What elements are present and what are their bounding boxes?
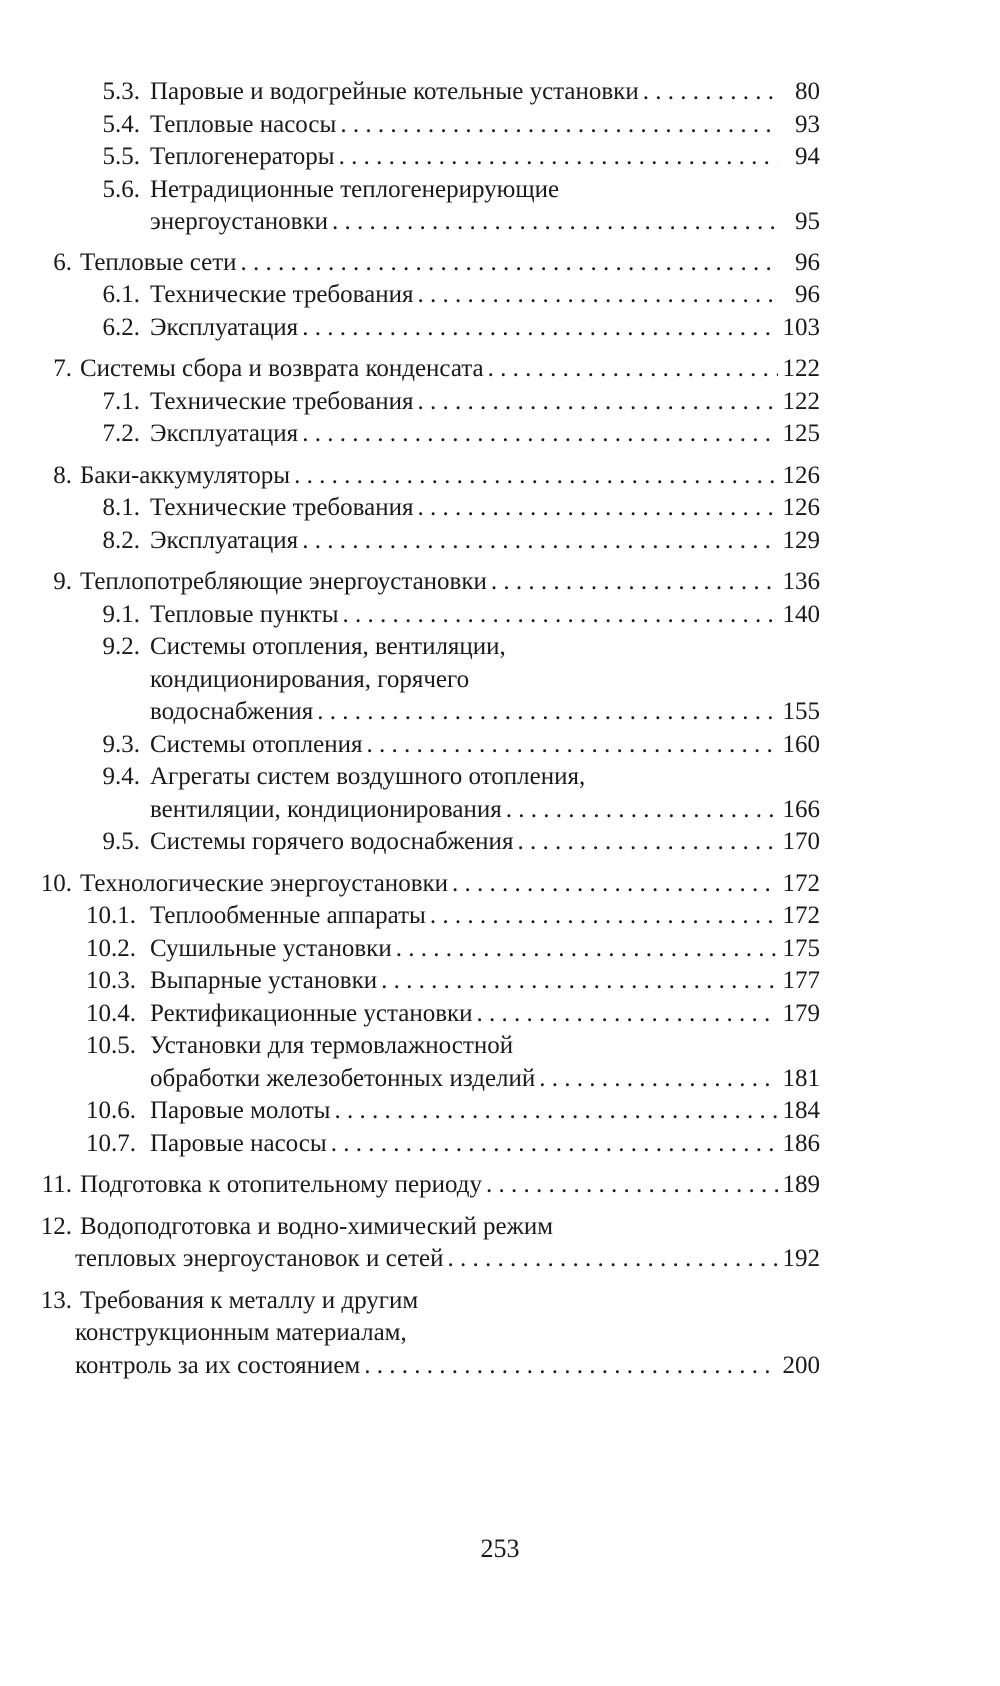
toc-number: 13. bbox=[40, 1286, 72, 1314]
toc-page-number: 172 bbox=[782, 869, 820, 897]
toc-page-number: 93 bbox=[795, 110, 820, 138]
toc-title: Технологические энергоустановки bbox=[80, 869, 449, 897]
toc-page-number: 172 bbox=[782, 902, 820, 929]
dot-leader bbox=[332, 206, 778, 239]
toc-number: 8. bbox=[53, 461, 72, 489]
toc-page-number: 103 bbox=[782, 313, 820, 341]
dot-leader bbox=[302, 525, 778, 558]
toc-line bbox=[0, 1128, 820, 1161]
toc-line bbox=[0, 418, 820, 451]
toc-line bbox=[0, 599, 820, 632]
toc-page-number: 192 bbox=[782, 1245, 820, 1272]
toc-number: 8.1. bbox=[102, 494, 140, 521]
toc-subsection bbox=[0, 76, 1000, 109]
toc-title: Баки-аккумуляторы bbox=[80, 461, 291, 489]
toc-title: Подготовка к отопительному периоду bbox=[80, 1171, 483, 1198]
toc-title: Эксплуатация bbox=[150, 313, 299, 341]
toc-subsection bbox=[0, 761, 1000, 826]
toc-line bbox=[0, 664, 820, 697]
toc-line bbox=[0, 868, 820, 901]
dot-leader bbox=[317, 696, 778, 729]
toc-title: Теплопотребляющие энергоустановки bbox=[80, 568, 487, 595]
dot-leader bbox=[367, 729, 778, 762]
toc-number: 7.1. bbox=[102, 387, 140, 415]
toc-line bbox=[0, 141, 820, 174]
toc-number: 12. bbox=[40, 1212, 72, 1240]
toc-line bbox=[0, 826, 820, 859]
toc-page-number: 80 bbox=[795, 78, 820, 105]
toc-line bbox=[0, 492, 820, 525]
toc-line bbox=[0, 76, 820, 109]
toc-line bbox=[0, 794, 820, 827]
toc-page-number: 179 bbox=[782, 999, 820, 1027]
dot-leader bbox=[452, 868, 778, 901]
toc-title: Эксплуатация bbox=[150, 420, 299, 447]
toc-subsection bbox=[0, 965, 1000, 998]
toc-page-number: 126 bbox=[782, 461, 820, 489]
toc-subsection bbox=[0, 933, 1000, 966]
toc-line bbox=[0, 279, 820, 312]
toc-subsection bbox=[0, 729, 1000, 762]
toc-title: Эксплуатация bbox=[150, 526, 299, 554]
toc-subsection bbox=[0, 599, 1000, 632]
toc-line bbox=[0, 247, 820, 280]
toc-title: Теплообменные аппараты bbox=[150, 902, 426, 929]
dot-leader bbox=[643, 76, 778, 109]
toc-number: 10.1. bbox=[86, 902, 136, 929]
toc-line bbox=[0, 1030, 820, 1063]
toc-page-number: 94 bbox=[795, 143, 820, 170]
toc-section bbox=[0, 1285, 1000, 1383]
page-number: 253 bbox=[480, 1534, 520, 1563]
toc-number: 10.4. bbox=[86, 999, 136, 1027]
toc-title: Тепловые пункты bbox=[150, 600, 339, 628]
toc-title: Технические требования bbox=[150, 494, 414, 521]
toc-page-number: 189 bbox=[782, 1171, 820, 1198]
toc-title: конструкционным материалам, bbox=[75, 1319, 407, 1346]
toc-line bbox=[0, 900, 820, 933]
toc-line bbox=[0, 1063, 820, 1096]
toc-page-number: 155 bbox=[782, 698, 820, 725]
toc-title: контроль за их состоянием bbox=[75, 1351, 361, 1379]
dot-leader bbox=[539, 1063, 778, 1096]
toc-line bbox=[0, 631, 820, 664]
toc-number: 9.1. bbox=[102, 600, 140, 628]
toc-line bbox=[0, 386, 820, 419]
toc-number: 10.3. bbox=[86, 967, 136, 994]
toc-number: 10.5. bbox=[86, 1032, 136, 1059]
toc-page-number: 177 bbox=[782, 967, 820, 994]
toc-line bbox=[0, 998, 820, 1031]
toc-number: 11. bbox=[41, 1171, 72, 1198]
toc-page-number: 140 bbox=[782, 600, 820, 628]
toc-subsection bbox=[0, 386, 1000, 419]
dot-leader bbox=[417, 386, 778, 419]
toc-line bbox=[0, 729, 820, 762]
toc-page-number: 122 bbox=[782, 355, 820, 382]
toc-title: Теплогенераторы bbox=[150, 143, 335, 170]
dot-leader bbox=[430, 900, 778, 933]
dot-leader bbox=[488, 353, 778, 386]
toc-title: энергоустановки bbox=[150, 208, 329, 235]
toc-number: 9.2. bbox=[102, 633, 140, 660]
toc-section bbox=[0, 566, 1000, 599]
dot-leader bbox=[396, 933, 778, 966]
dot-leader bbox=[334, 1095, 778, 1128]
toc-number: 5.3. bbox=[102, 78, 140, 105]
toc-title: Требования к металлу и другим bbox=[80, 1286, 419, 1314]
toc-page-number: 122 bbox=[782, 387, 820, 415]
toc-number: 5.5. bbox=[102, 143, 140, 170]
toc-number: 9. bbox=[53, 568, 72, 595]
toc-page-number: 96 bbox=[795, 281, 820, 308]
toc-line bbox=[0, 312, 820, 345]
toc-title: Паровые насосы bbox=[150, 1129, 327, 1157]
toc-number: 8.2. bbox=[102, 526, 140, 554]
toc-title: Выпарные установки bbox=[150, 967, 378, 994]
toc-number: 6.2. bbox=[102, 313, 140, 341]
toc-title: Паровые и водогрейные котельные установки bbox=[150, 78, 639, 105]
toc-number: 10.2. bbox=[86, 934, 136, 962]
toc-title: Установки для термовлажностной bbox=[150, 1032, 514, 1059]
toc-title: обработки железобетонных изделий bbox=[150, 1064, 536, 1092]
toc-number: 6. bbox=[53, 248, 72, 276]
toc-section bbox=[0, 1211, 1000, 1276]
dot-leader bbox=[486, 1169, 778, 1202]
toc-page-number: 160 bbox=[782, 730, 820, 758]
toc-line bbox=[0, 174, 820, 207]
toc-title: Водоподготовка и водно-химический режим bbox=[80, 1212, 554, 1240]
toc-subsection bbox=[0, 900, 1000, 933]
toc-section bbox=[0, 868, 1000, 901]
toc-line bbox=[0, 1317, 820, 1350]
toc-subsection bbox=[0, 141, 1000, 174]
toc-line bbox=[0, 696, 820, 729]
toc-title: Тепловые сети bbox=[80, 248, 237, 276]
toc-title: Нетрадиционные теплогенерирующие bbox=[150, 175, 560, 203]
toc-page-number: 126 bbox=[782, 494, 820, 521]
toc-number: 7. bbox=[53, 355, 72, 382]
toc-subsection bbox=[0, 279, 1000, 312]
toc-subsection bbox=[0, 1128, 1000, 1161]
toc-subsection bbox=[0, 312, 1000, 345]
toc-line bbox=[0, 1243, 820, 1276]
dot-leader bbox=[302, 418, 778, 451]
toc-section bbox=[0, 353, 1000, 386]
toc-page-number: 136 bbox=[782, 568, 820, 595]
toc-page-number: 166 bbox=[782, 795, 820, 823]
toc-line bbox=[0, 1095, 820, 1128]
toc-number: 6.1. bbox=[102, 281, 140, 308]
toc-number: 10.7. bbox=[86, 1129, 136, 1157]
toc-title: Системы отопления, вентиляции, bbox=[150, 633, 506, 660]
toc-line bbox=[0, 1285, 820, 1318]
dot-leader bbox=[339, 141, 778, 174]
dot-leader bbox=[491, 566, 778, 599]
toc-subsection bbox=[0, 1095, 1000, 1128]
dot-leader bbox=[364, 1350, 778, 1383]
dot-leader bbox=[302, 312, 778, 345]
dot-leader bbox=[517, 826, 778, 859]
dot-leader bbox=[241, 247, 778, 280]
toc-subsection bbox=[0, 826, 1000, 859]
toc-subsection bbox=[0, 418, 1000, 451]
dot-leader bbox=[294, 460, 778, 493]
toc-page-number: 184 bbox=[782, 1097, 820, 1124]
toc-number: 10.6. bbox=[86, 1097, 136, 1124]
toc-subsection bbox=[0, 174, 1000, 239]
toc-subsection bbox=[0, 998, 1000, 1031]
dot-leader bbox=[477, 998, 778, 1031]
toc-page-number: 200 bbox=[782, 1351, 820, 1379]
dot-leader bbox=[340, 109, 778, 142]
dot-leader bbox=[381, 965, 778, 998]
toc-subsection bbox=[0, 631, 1000, 729]
toc-line bbox=[0, 965, 820, 998]
toc-title: Паровые молоты bbox=[150, 1097, 331, 1124]
toc-title: Технические требования bbox=[150, 387, 414, 415]
toc-line bbox=[0, 460, 820, 493]
toc-title: вентиляции, кондиционирования bbox=[150, 795, 502, 823]
dot-leader bbox=[417, 279, 778, 312]
toc-title: Ректификационные установки bbox=[150, 999, 473, 1027]
toc-section bbox=[0, 247, 1000, 280]
toc-title: кондиционирования, горячего bbox=[150, 665, 470, 693]
toc-title: водоснабжения bbox=[150, 698, 314, 725]
toc-number: 5.6. bbox=[102, 175, 140, 203]
toc-line bbox=[0, 1169, 820, 1202]
toc-section bbox=[0, 1169, 1000, 1202]
toc-number: 9.5. bbox=[102, 828, 140, 855]
toc-page-number: 181 bbox=[782, 1064, 820, 1092]
toc-page-number: 175 bbox=[782, 934, 820, 962]
toc-number: 10. bbox=[40, 869, 72, 897]
toc-subsection bbox=[0, 525, 1000, 558]
toc-line bbox=[0, 933, 820, 966]
toc-section bbox=[0, 460, 1000, 493]
toc-title: Системы сбора и возврата конденсата bbox=[80, 355, 484, 382]
toc-line bbox=[0, 1350, 820, 1383]
toc-line bbox=[0, 109, 820, 142]
toc-line bbox=[0, 566, 820, 599]
toc-line bbox=[0, 1211, 820, 1244]
toc-title: Технические требования bbox=[150, 281, 414, 308]
toc-line bbox=[0, 761, 820, 794]
dot-leader bbox=[331, 1128, 778, 1161]
dot-leader bbox=[417, 492, 778, 525]
toc-subsection bbox=[0, 1030, 1000, 1095]
toc-title: Системы горячего водоснабжения bbox=[150, 828, 514, 855]
toc-page-number: 96 bbox=[795, 248, 820, 276]
toc-title: Агрегаты систем воздушного отопления, bbox=[150, 763, 586, 790]
dot-leader bbox=[343, 599, 778, 632]
table-of-contents bbox=[0, 76, 1000, 1382]
toc-page-number: 170 bbox=[782, 828, 820, 855]
dot-leader bbox=[447, 1243, 778, 1276]
toc-number: 7.2. bbox=[102, 420, 140, 447]
toc-number: 9.4. bbox=[102, 763, 140, 790]
toc-line bbox=[0, 206, 820, 239]
dot-leader bbox=[506, 794, 778, 827]
toc-number: 5.4. bbox=[102, 110, 140, 138]
toc-subsection bbox=[0, 492, 1000, 525]
toc-number: 9.3. bbox=[102, 730, 140, 758]
toc-subsection bbox=[0, 109, 1000, 142]
toc-title: Системы отопления bbox=[150, 730, 363, 758]
toc-page-number: 95 bbox=[795, 208, 820, 235]
toc-title: тепловых энергоустановок и сетей bbox=[75, 1245, 444, 1272]
toc-line bbox=[0, 525, 820, 558]
toc-page-number: 186 bbox=[782, 1129, 820, 1157]
toc-title: Тепловые насосы bbox=[150, 110, 337, 138]
toc-line bbox=[0, 353, 820, 386]
toc-page-number: 125 bbox=[782, 420, 820, 447]
toc-title: Сушильные установки bbox=[150, 934, 392, 962]
toc-page-number: 129 bbox=[782, 526, 820, 554]
